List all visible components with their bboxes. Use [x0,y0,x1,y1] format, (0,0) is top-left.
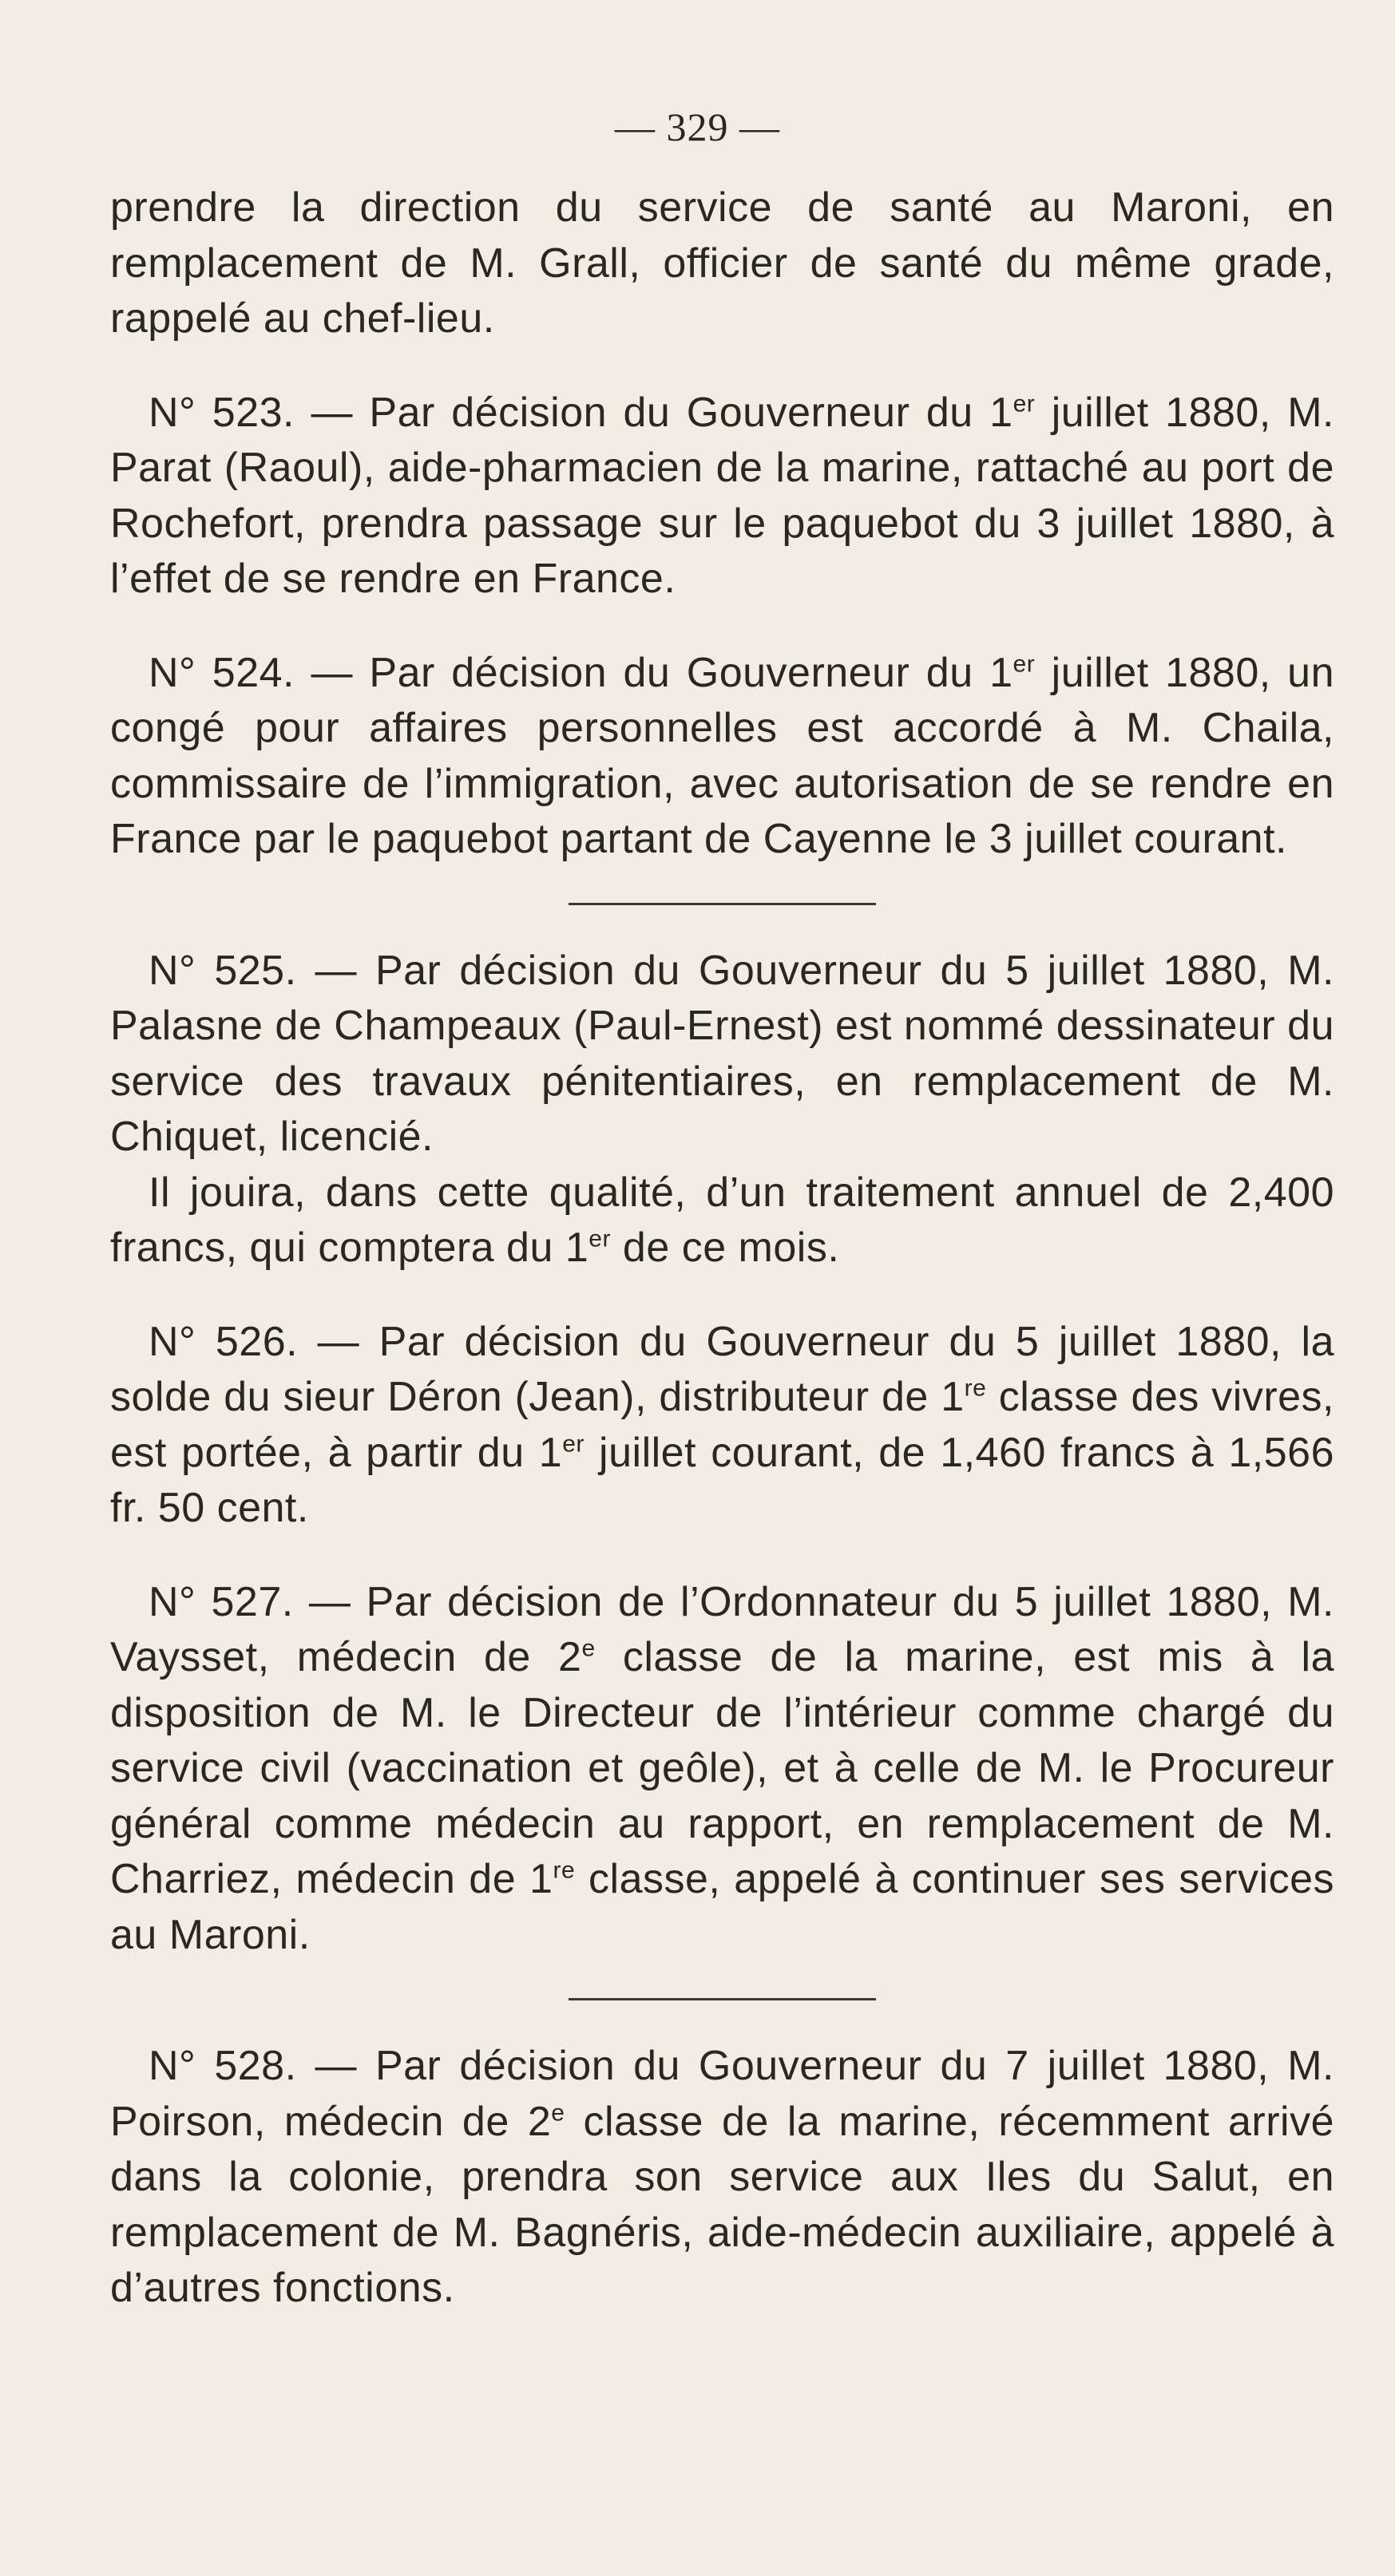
entry-text: N° 528. — Par décision du Gouverneur du 7 juillet 1880, M. Poirson, médecin de 2 [110,2043,1334,2145]
entry-text: N° 523. — Par décision du Gouverneur du 1 [149,389,1013,436]
entry-525-continuation [110,1165,1334,1276]
entry-text: N° 527. — Par décision de l’Ordonnateur du 5 juillet 1880, M. Vaysset, médecin de 2 [110,1578,1334,1680]
entry-text-rest: juillet courant, de 1,460 francs à 1,566 fr. 50 cent. [110,1429,1334,1531]
superscript: e [581,1635,596,1662]
entry-text: Il jouira, dans cette qualité, d’un traitement annuel de 2,400 francs, qui comptera du 1 [110,1169,1334,1271]
entry-523 [110,386,1334,607]
entry-528 [110,2039,1334,2317]
entry-text-mid: classe de la marine, est mis à la disposition de M. le Directeur de l’intérieur comme chargé du service civil (vaccination et geôle), et à celle de M. le Procureur général comme médecin au rapport, en remplacement de M. Charriez, médecin de 1 [110,1634,1334,1902]
page-number: — 329 — [615,105,780,149]
entry-text-rest: de ce mois. [610,1225,840,1271]
entry-text-rest: classe de la marine, récemment arrivé dans la colonie, prendra son service aux Iles du Salut, en remplacement de M. Bagnéris, aide-médecin auxiliaire, appelé à d’autres fonctions. [110,2098,1334,2311]
superscript: er [1013,651,1036,678]
superscript: er [562,1430,585,1458]
entry-text-rest: classe, appelé à continuer ses services au Maroni. [110,1856,1334,1958]
superscript: e [551,2099,565,2127]
entry-text: N° 526. — Par décision du Gouverneur du 5 juillet 1880, la solde du sieur Déron (Jean), distributeur de 1 [110,1318,1334,1420]
superscript: re [553,1857,576,1884]
section-divider [569,1998,876,2000]
entry-526 [110,1315,1334,1537]
section-divider [569,903,876,905]
paragraph-continuation [110,180,1334,347]
entry-text: N° 525. — Par décision du Gouverneur du 5 juillet 1880, M. Palasne de Champeaux (Paul-Ernest) est nommé dessinateur du service des travaux pénitentiaires, en remplacement de M. Chiquet, licencié. [110,947,1334,1160]
superscript: re [964,1375,987,1402]
body-text [110,180,1334,2317]
superscript: er [1013,390,1036,417]
entry-text-rest: juillet 1880, un congé pour affaires personnelles est accordé à M. Chaila, commissaire de l’immigration, avec autorisation de se rendre en France par le paquebot partant de Cayenne le 3 juillet courant. [110,649,1334,862]
paragraph-text: prendre la direction du service de santé au Maroni, en remplacement de M. Grall, officier de santé du même grade, rappelé au chef-lieu. [110,184,1334,342]
entry-text-rest: juillet 1880, M. Parat (Raoul), aide-pharmacien de la marine, rattaché au port de Rochefort, prendra passage sur le paquebot du 3 juillet 1880, à l’effet de se rendre en France. [110,389,1334,602]
superscript: er [589,1225,611,1252]
entry-525 [110,944,1334,1165]
entry-524 [110,646,1334,868]
entry-text: N° 524. — Par décision du Gouverneur du 1 [149,649,1013,696]
entry-527 [110,1575,1334,1964]
entry-text-mid: classe des vivres, est portée, à partir du 1 [110,1374,1335,1476]
